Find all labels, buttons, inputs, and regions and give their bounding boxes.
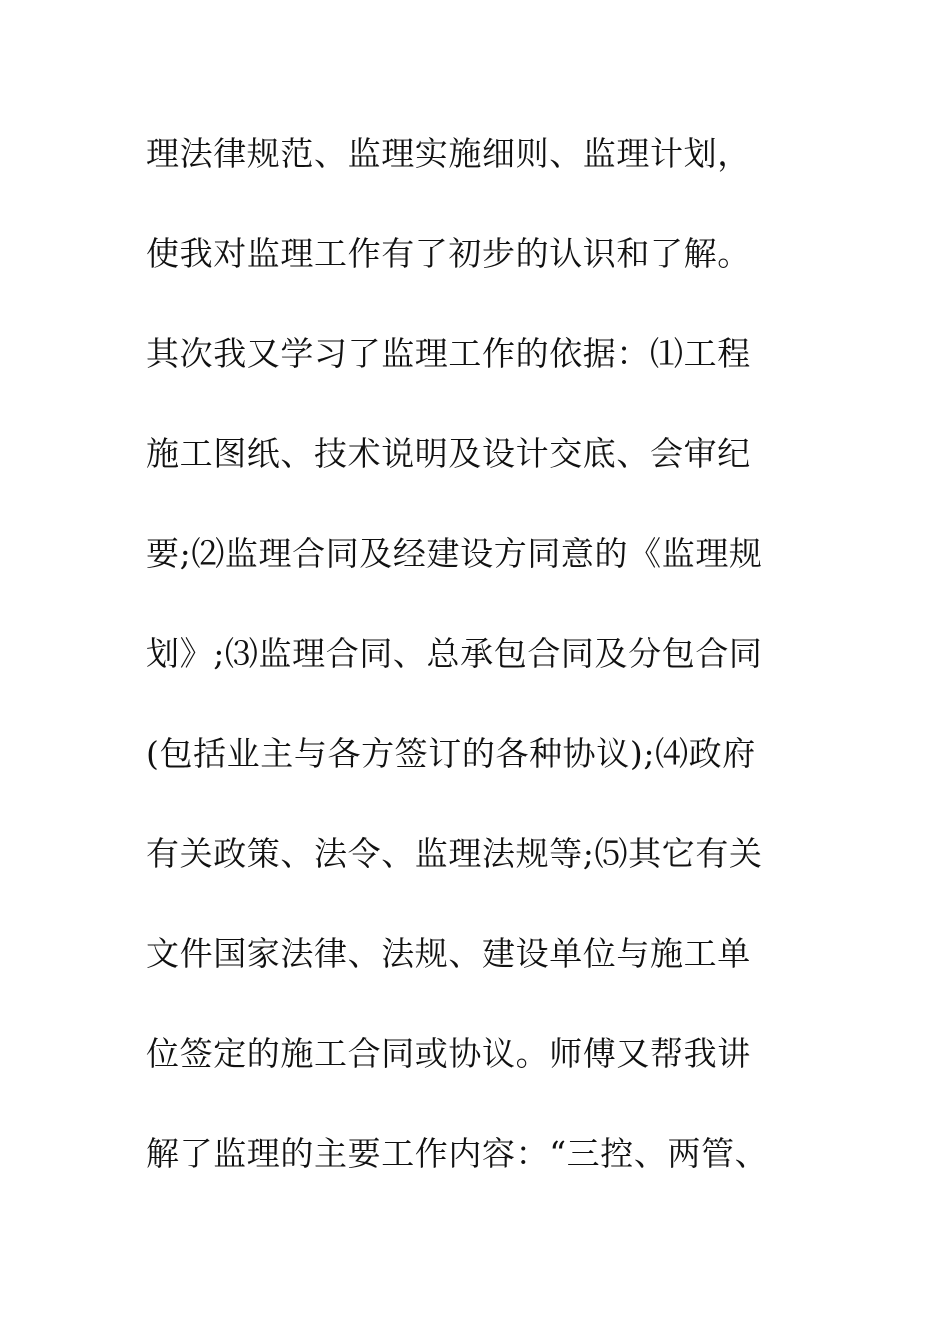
text-line: 要;⑵监理合同及经建设方同意的《监理规 — [146, 534, 763, 573]
text-line: 文件国家法律、法规、建设单位与施工单 — [146, 934, 751, 973]
text-line: (包括业主与各方签订的各种协议);⑷政府 — [146, 734, 756, 773]
text-line: 解了监理的主要工作内容：“三控、两管、 — [146, 1134, 769, 1173]
text-line: 划》;⑶监理合同、总承包合同及分包合同 — [146, 634, 763, 673]
text-line: 使我对监理工作有了初步的认识和了解。 — [146, 234, 751, 273]
text-line: 位签定的施工合同或协议。师傅又帮我讲 — [146, 1034, 751, 1073]
text-line: 施工图纸、技术说明及设计交底、会审纪 — [146, 434, 751, 473]
text-line: 理法律规范、监理实施细则、监理计划， — [146, 134, 751, 173]
text-line: 有关政策、法令、监理法规等;⑸其它有关 — [146, 834, 763, 873]
body-text — [146, 127, 826, 1227]
text-line: 其次我又学习了监理工作的依据：⑴工程 — [146, 334, 751, 373]
